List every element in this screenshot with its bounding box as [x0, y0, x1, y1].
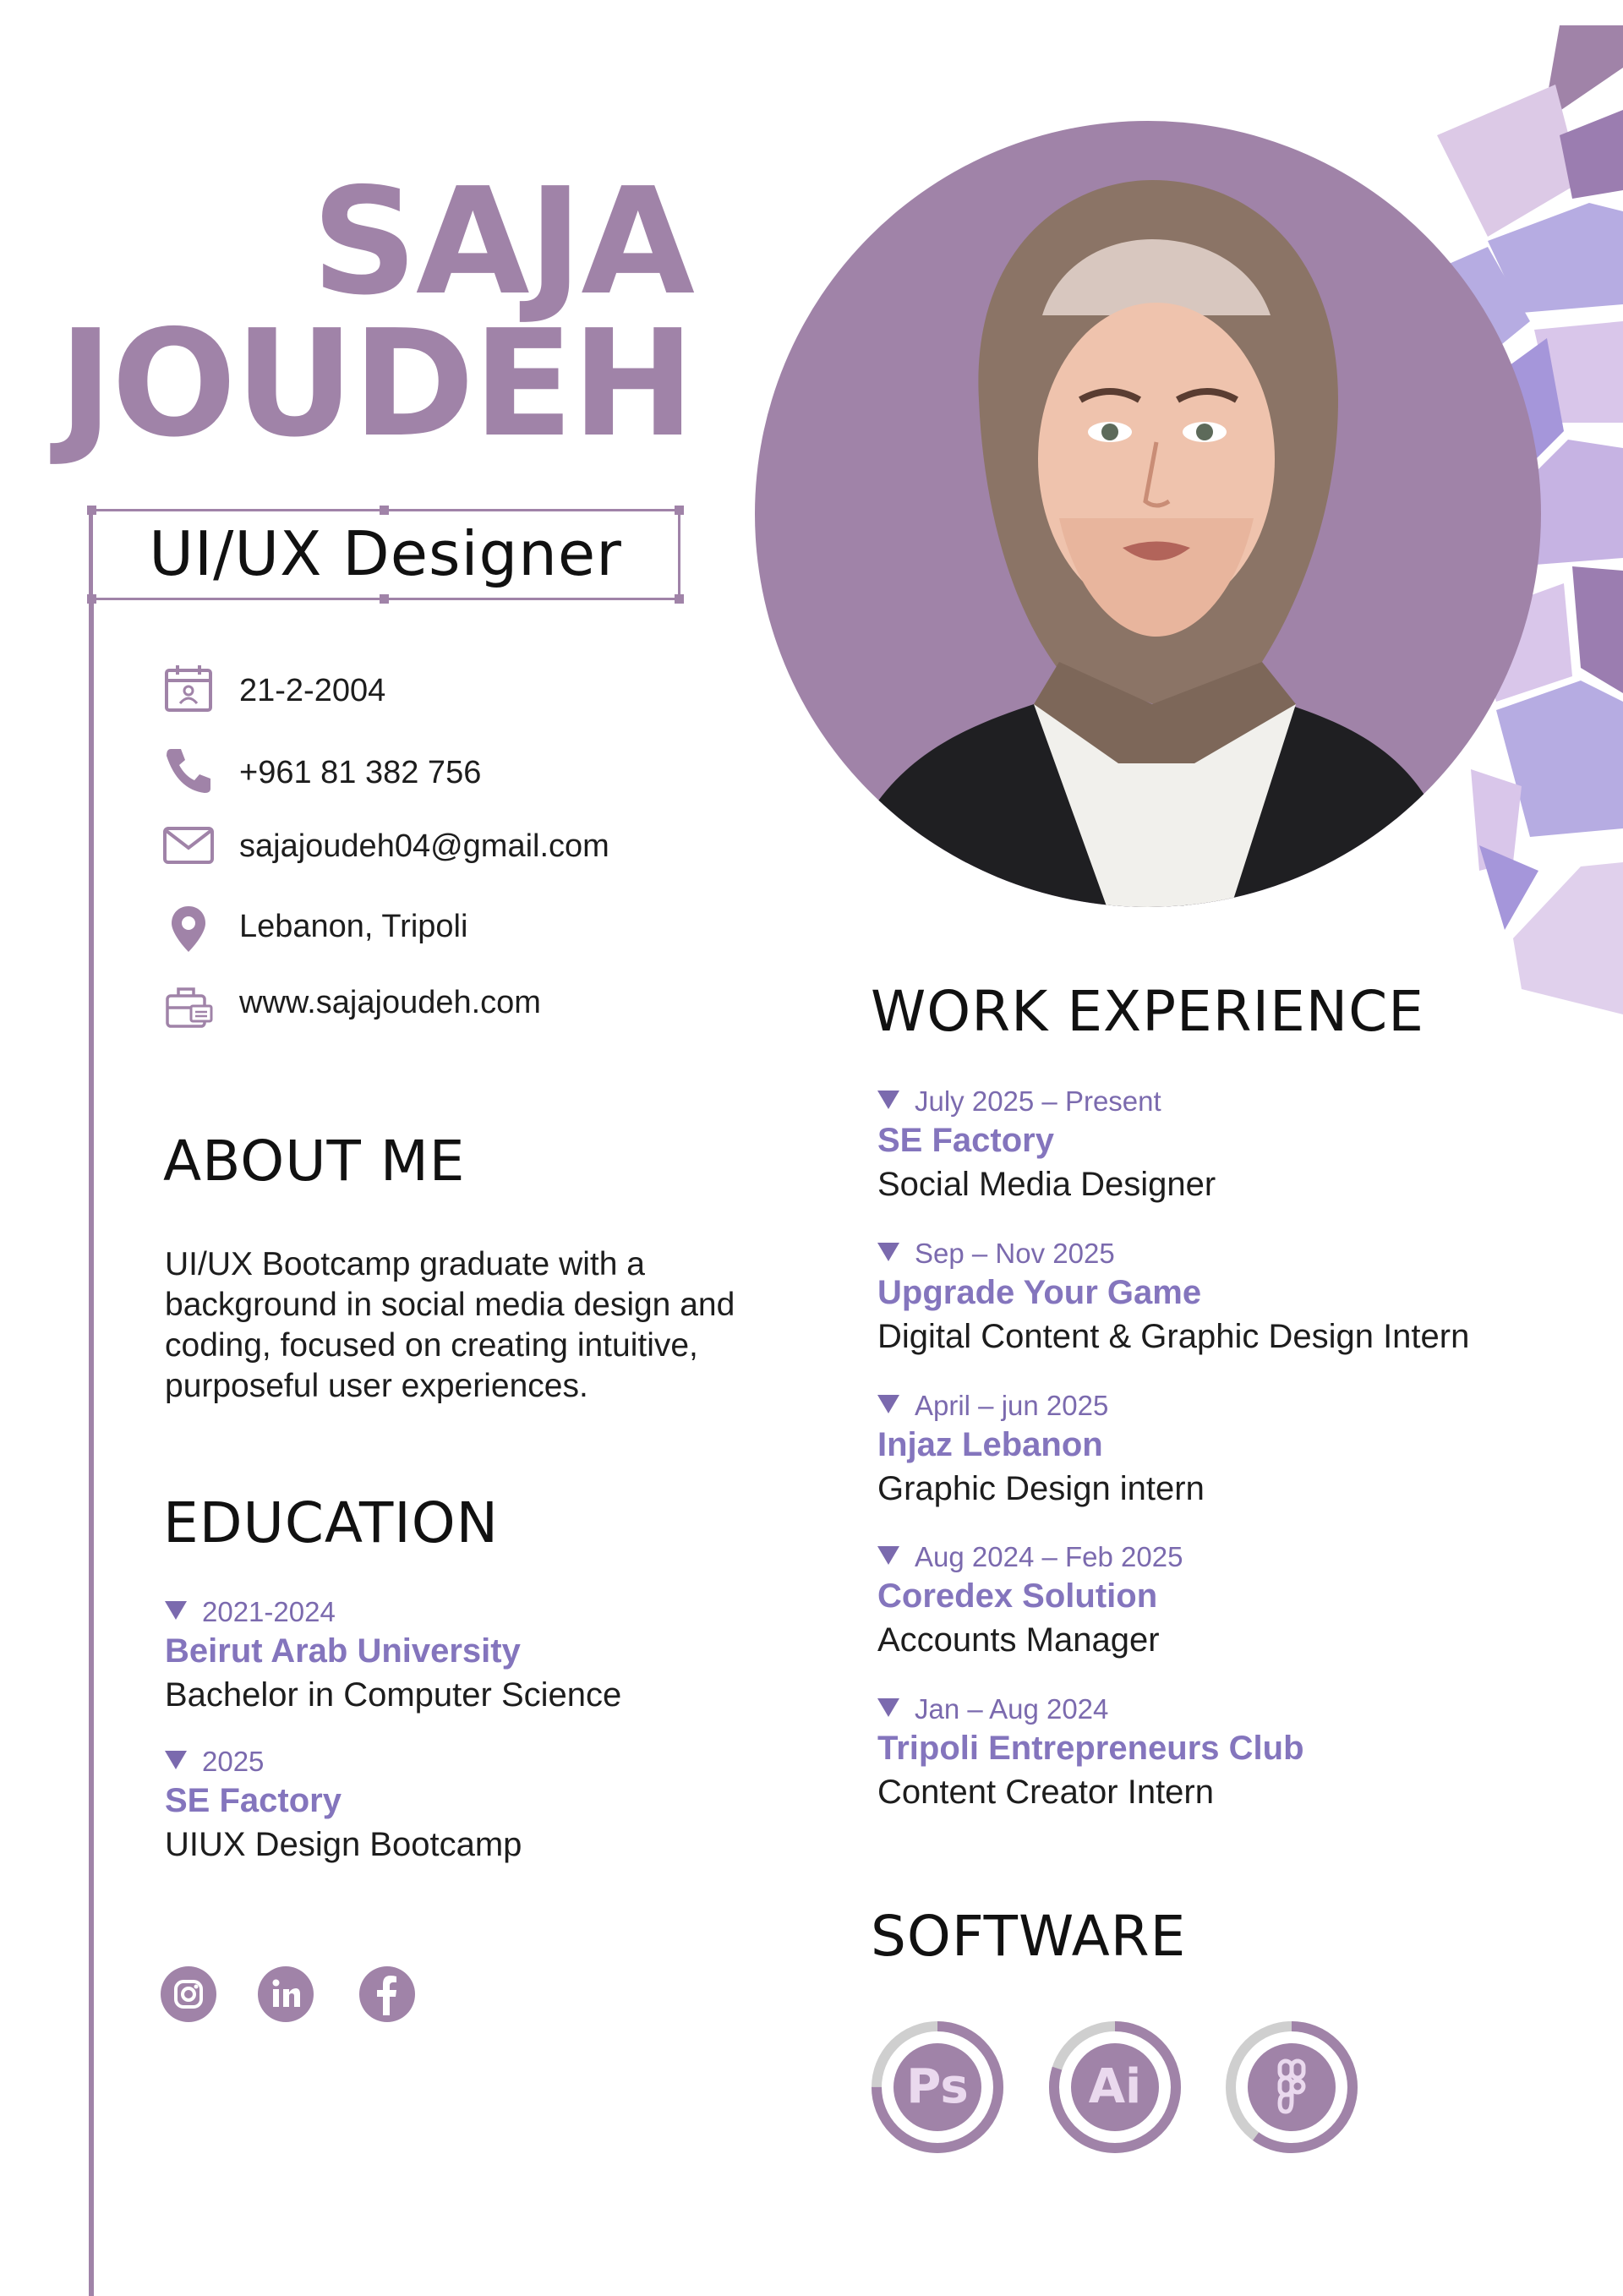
software-figma — [1225, 2020, 1358, 2154]
box-handle — [380, 594, 389, 604]
website-icon — [162, 981, 215, 1033]
timeline-rule — [89, 506, 94, 2296]
triangle-bullet-icon — [165, 1601, 187, 1620]
education-school: SE Factory — [165, 1782, 342, 1819]
photoshop-label: Ps — [906, 2059, 969, 2114]
work-role: Graphic Design intern — [877, 1470, 1205, 1507]
about-text: UI/UX Bootcamp graduate with a background in social media design and coding, focused on creating intuitive, purposeful user experiences. — [165, 1246, 735, 1404]
box-handle — [87, 506, 96, 515]
work-role: Digital Content & Graphic Design Intern — [877, 1318, 1470, 1355]
phone: +961 81 382 756 — [239, 755, 482, 790]
work-heading: WORK EXPERIENCE — [871, 979, 1424, 1044]
software-heading: SOFTWARE — [871, 1904, 1187, 1969]
work-company: Coredex Solution — [877, 1577, 1158, 1615]
work-role: Social Media Designer — [877, 1166, 1216, 1203]
work-company: Tripoli Entrepreneurs Club — [877, 1730, 1304, 1767]
birthdate: 21-2-2004 — [239, 673, 386, 708]
software-illustrator — [1048, 2020, 1182, 2154]
first-name: SAJA — [311, 156, 693, 328]
work-item — [877, 1085, 1216, 1206]
work-date: Sep – Nov 2025 — [877, 1237, 1469, 1271]
box-handle — [87, 594, 96, 604]
triangle-bullet-icon — [877, 1698, 899, 1717]
work-item — [877, 1540, 1183, 1662]
illustrator-label: Ai — [1088, 2059, 1142, 2114]
education-degree: UIUX Design Bootcamp — [165, 1826, 522, 1863]
education-item — [165, 1745, 522, 1867]
education-school: Beirut Arab University — [165, 1632, 521, 1670]
instagram-icon[interactable] — [161, 1966, 216, 2022]
email: sajajoudeh04@gmail.com — [239, 828, 609, 864]
work-role: Content Creator Intern — [877, 1774, 1214, 1811]
linkedin-icon[interactable] — [258, 1966, 314, 2022]
mail-icon — [162, 818, 215, 871]
about-heading: ABOUT ME — [163, 1129, 466, 1194]
website: www.sajajoudeh.com — [239, 985, 541, 1020]
work-item — [877, 1389, 1205, 1511]
work-date: Jan – Aug 2024 — [877, 1692, 1304, 1726]
job-title-box — [90, 509, 680, 600]
education-heading: EDUCATION — [163, 1490, 500, 1555]
box-handle — [675, 594, 684, 604]
education-date: 2025 — [165, 1745, 522, 1779]
work-company: Upgrade Your Game — [877, 1274, 1202, 1311]
education-degree: Bachelor in Computer Science — [165, 1676, 622, 1714]
work-date: April – jun 2025 — [877, 1389, 1205, 1423]
work-date: Aug 2024 – Feb 2025 — [877, 1540, 1183, 1574]
work-company: Injaz Lebanon — [877, 1426, 1103, 1463]
triangle-bullet-icon — [877, 1243, 899, 1261]
triangle-bullet-icon — [877, 1091, 899, 1109]
location-pin-icon — [162, 903, 215, 955]
work-item — [877, 1237, 1469, 1358]
work-item — [877, 1692, 1304, 1814]
work-date: July 2025 – Present — [877, 1085, 1216, 1118]
location: Lebanon, Tripoli — [239, 909, 468, 944]
last-name: JOUDEH — [58, 298, 693, 470]
phone-icon — [162, 744, 215, 796]
facebook-icon[interactable] — [359, 1966, 415, 2022]
software-photoshop — [871, 2020, 1004, 2154]
triangle-bullet-icon — [877, 1546, 899, 1565]
calendar-icon — [162, 663, 215, 715]
box-handle — [675, 506, 684, 515]
profile-photo — [755, 121, 1541, 907]
box-handle — [380, 506, 389, 515]
triangle-bullet-icon — [165, 1751, 187, 1769]
job-title: UI/UX Designer — [149, 518, 622, 589]
figma-label — [1225, 2020, 1358, 2154]
education-item — [165, 1595, 621, 1717]
education-date: 2021-2024 — [165, 1595, 621, 1629]
triangle-bullet-icon — [877, 1395, 899, 1413]
work-role: Accounts Manager — [877, 1621, 1160, 1659]
work-company: SE Factory — [877, 1122, 1054, 1159]
